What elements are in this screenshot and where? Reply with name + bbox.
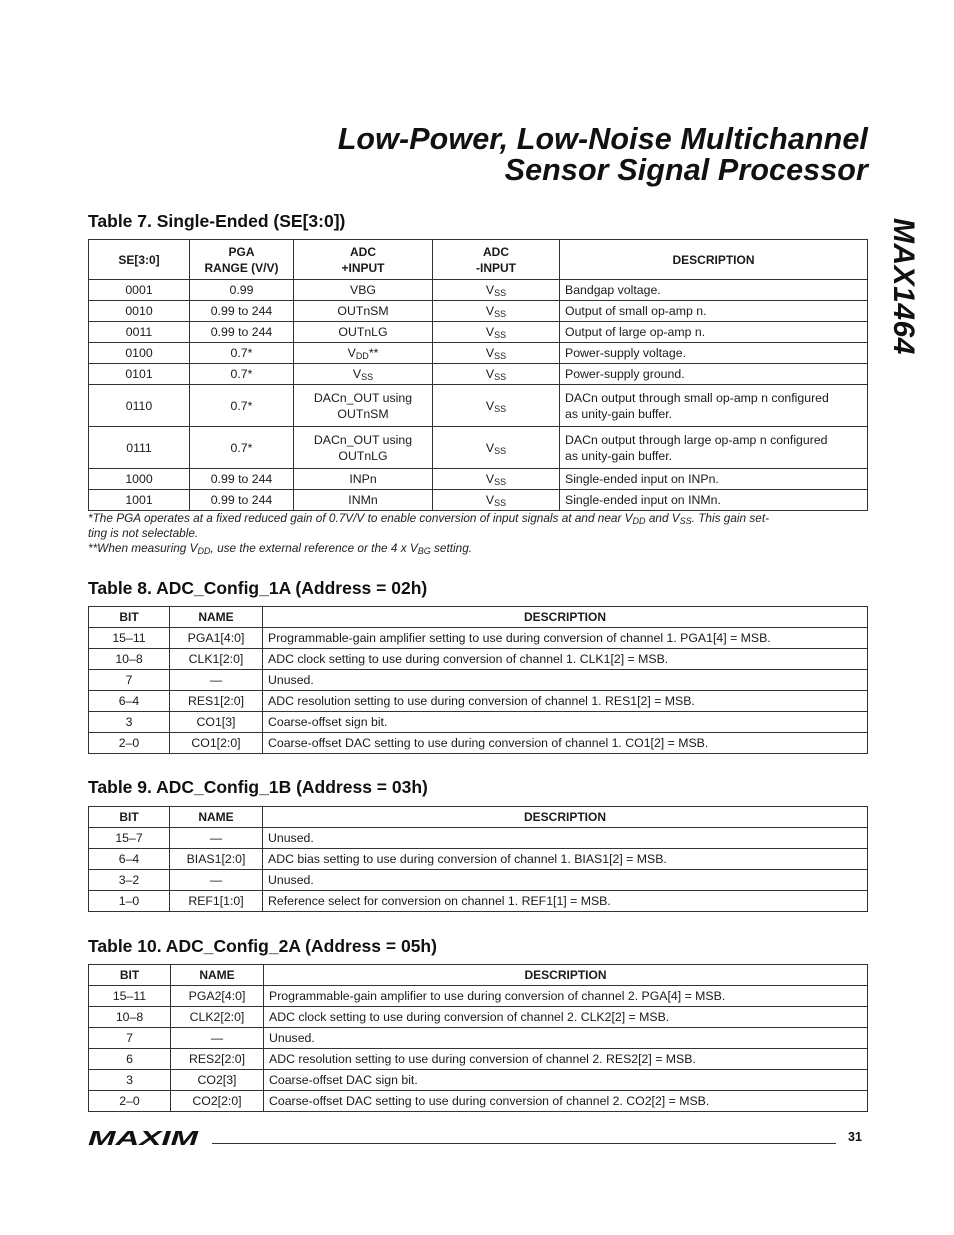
footer-rule: [212, 1143, 836, 1144]
table-row: 6 RES2[2:0] ADC resolution setting to use during conversion of channel 2. RES2[2] = MSB.: [89, 1049, 868, 1070]
table-row: 3 CO1[3] Coarse-offset sign bit.: [89, 712, 868, 733]
table7-header-adc-neg: ADC -INPUT: [433, 240, 560, 280]
table8: [88, 606, 868, 754]
table9-header-bit: BIT: [89, 807, 170, 828]
table-row: 2–0 CO1[2:0] Coarse-offset DAC setting to use during conversion of channel 1. CO1[2] = MSB.: [89, 733, 868, 754]
table-row: 15–11 PGA1[4:0] Programmable-gain amplifier setting to use during conversion of channel 1. PGA1[4] = MSB.: [89, 628, 868, 649]
side-part-number: MAX1464: [887, 218, 920, 355]
table7-header-row: [89, 240, 868, 280]
maxim-logo-text: MAXIM: [88, 1129, 200, 1147]
table-row: 3 CO2[3] Coarse-offset DAC sign bit.: [89, 1070, 868, 1091]
table-row: 3–2 — Unused.: [89, 870, 868, 891]
page-title: [338, 124, 868, 186]
table-row: 0001 0.99 VBG $V_{SS}$ Bandgap voltage.: [89, 280, 868, 301]
table-row: 6–4 RES1[2:0] ADC resolution setting to use during conversion of channel 1. RES1[2] = MSB.: [89, 691, 868, 712]
table10-header-description: DESCRIPTION: [264, 965, 868, 986]
table10-header-name: NAME: [171, 965, 264, 986]
table10: [88, 964, 868, 1112]
table8-header-name: NAME: [170, 607, 263, 628]
table-row: 2–0 CO2[2:0] Coarse-offset DAC setting to use during conversion of channel 2. CO2[2] = MSB.: [89, 1091, 868, 1112]
page-number: 31: [848, 1130, 862, 1144]
title-line-2: Sensor Signal Processor: [504, 153, 868, 187]
table7-header-se: SE[3:0]: [89, 240, 190, 280]
table7-footnotes: [88, 511, 868, 556]
table-row: 10–8 CLK2[2:0] ADC clock setting to use during conversion of channel 2. CLK2[2] = MSB.: [89, 1007, 868, 1028]
table-row: 7 — Unused.: [89, 1028, 868, 1049]
table8-header-row: [89, 607, 868, 628]
table7-heading: Table 7. Single-Ended (SE[3:0]): [88, 211, 346, 231]
table-row: 0110 0.7* DACn_OUT using OUTnSM $V_{SS}$ DACn output through small op-amp n configured as unity-gain buffer.: [89, 385, 868, 427]
table-row: 0100 0.7* $V_{DD}**$ $V_{SS}$ Power-supply voltage.: [89, 343, 868, 364]
table-row: 7 — Unused.: [89, 670, 868, 691]
table9: [88, 806, 868, 912]
table9-heading: Table 9. ADC_Config_1B (Address = 03h): [88, 777, 428, 797]
table7-header-description: DESCRIPTION: [560, 240, 868, 280]
table7-header-adc-pos: ADC +INPUT: [294, 240, 433, 280]
table10-header-bit: BIT: [89, 965, 171, 986]
table7: [88, 239, 868, 511]
table-row: 1000 0.99 to 244 INPn $V_{SS}$ Single-ended input on INPn.: [89, 469, 868, 490]
table10-header-row: [89, 965, 868, 986]
table-row: 1–0 REF1[1:0] Reference select for conversion on channel 1. REF1[1] = MSB.: [89, 891, 868, 912]
maxim-logo: [88, 1129, 200, 1147]
footnote-2: **When measuring $V_{DD}$, use the external reference or the 4 x $V_{BG}$ setting.: [88, 541, 473, 556]
table8-header-description: DESCRIPTION: [263, 607, 868, 628]
footnote-1: *The PGA operates at a fixed reduced gain of 0.7V/V to enable conversion of input signals at and near $V_{DD}$ and $V_{SS}$. This gain set- ting is not selectable.: [88, 511, 770, 540]
table-row: 0010 0.99 to 244 OUTnSM $V_{SS}$ Output of small op-amp n.: [89, 301, 868, 322]
table-row: 1001 0.99 to 244 INMn $V_{SS}$ Single-ended input on INMn.: [89, 490, 868, 511]
table-row: 0101 0.7* $V_{SS}$ $V_{SS}$ Power-supply ground.: [89, 364, 868, 385]
table10-heading: Table 10. ADC_Config_2A (Address = 05h): [88, 936, 437, 956]
table9-header-row: [89, 807, 868, 828]
table9-header-name: NAME: [170, 807, 263, 828]
table8-header-bit: BIT: [89, 607, 170, 628]
table-row: 15–7 — Unused.: [89, 828, 868, 849]
table-row: 10–8 CLK1[2:0] ADC clock setting to use during conversion of channel 1. CLK1[2] = MSB.: [89, 649, 868, 670]
table8-heading: Table 8. ADC_Config_1A (Address = 02h): [88, 578, 428, 598]
table-row: 0011 0.99 to 244 OUTnLG $V_{SS}$ Output of large op-amp n.: [89, 322, 868, 343]
table-row: 0111 0.7* DACn_OUT using OUTnLG $V_{SS}$ DACn output through large op-amp n configured as unity-gain buffer.: [89, 427, 868, 469]
table-row: 15–11 PGA2[4:0] Programmable-gain amplifier to use during conversion of channel 2. PGA[4] = MSB.: [89, 986, 868, 1007]
table9-header-description: DESCRIPTION: [263, 807, 868, 828]
title-line-1: Low-Power, Low-Noise Multichannel: [337, 122, 868, 156]
table-row: 6–4 BIAS1[2:0] ADC bias setting to use during conversion of channel 1. BIAS1[2] = MSB.: [89, 849, 868, 870]
table7-header-pga: PGA RANGE (V/V): [190, 240, 294, 280]
